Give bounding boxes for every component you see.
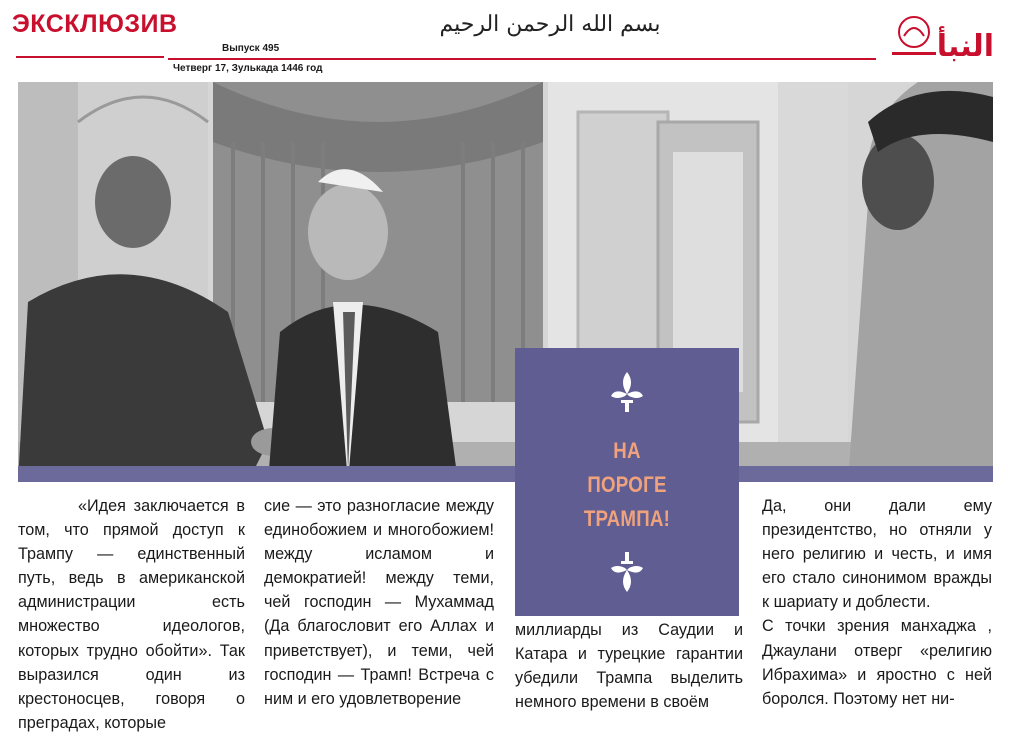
logo-wordmark: النبأ	[936, 29, 994, 64]
header-rule-left	[16, 56, 164, 58]
basmala: بسم الله الرحمن الرحيم	[439, 12, 661, 37]
article-title	[515, 434, 739, 536]
fleur-de-lis-icon	[607, 370, 647, 414]
photo-illustration	[18, 82, 993, 482]
photo-band	[18, 466, 993, 482]
article-column-1: «Идея заключается в том, что прямой доступ к Трампу — единственный путь, ведь в американской администрации есть множество идеологов, которых трудно обойти». Так выразился один из крестоносцев, говоря о преградах, которые	[18, 497, 245, 732]
title-line-1: НА	[613, 438, 641, 463]
title-line-2: ПОРОГЕ	[587, 472, 667, 497]
article-column-3: миллиарды из Саудии и Катара и турецкие гарантии убедили Трампа выделить немного времени в своём	[515, 621, 743, 712]
article-photo	[18, 82, 993, 482]
section-label: ЭКСКЛЮЗИВ	[12, 10, 178, 38]
publication-logo	[886, 8, 998, 66]
article-column-2: сие — это разногласие между единобожием и многобожием! между исламом и демократией! между теми, чей господин — Мухаммад (Да благословит его Аллах и приветствует), и теми, чей господин — Трамп! Встреча с ним и его удовлетворение	[264, 497, 494, 708]
title-box	[515, 348, 739, 616]
issue-date: Четверг 17, Зулькада 1446 год	[173, 63, 323, 74]
column-4-paragraph-2: С точки зрения манхаджа , Джаулани отверг «религию Ибрахима» и яростно с ней боролся. Поэтому нет ни-	[762, 617, 992, 708]
column-4-paragraph-1: Да, они дали ему президентство, но отняли у него религию и честь, и имя его стало синонимом вражды к шариату и доблести.	[762, 497, 992, 612]
issue-number: Выпуск 495	[222, 43, 280, 54]
article-column-4	[762, 494, 992, 711]
header-rule	[168, 58, 876, 60]
logo-emblem-icon	[886, 8, 998, 66]
fleur-de-lis-icon	[607, 550, 647, 594]
title-line-3: ТРАМПА!	[583, 506, 671, 531]
